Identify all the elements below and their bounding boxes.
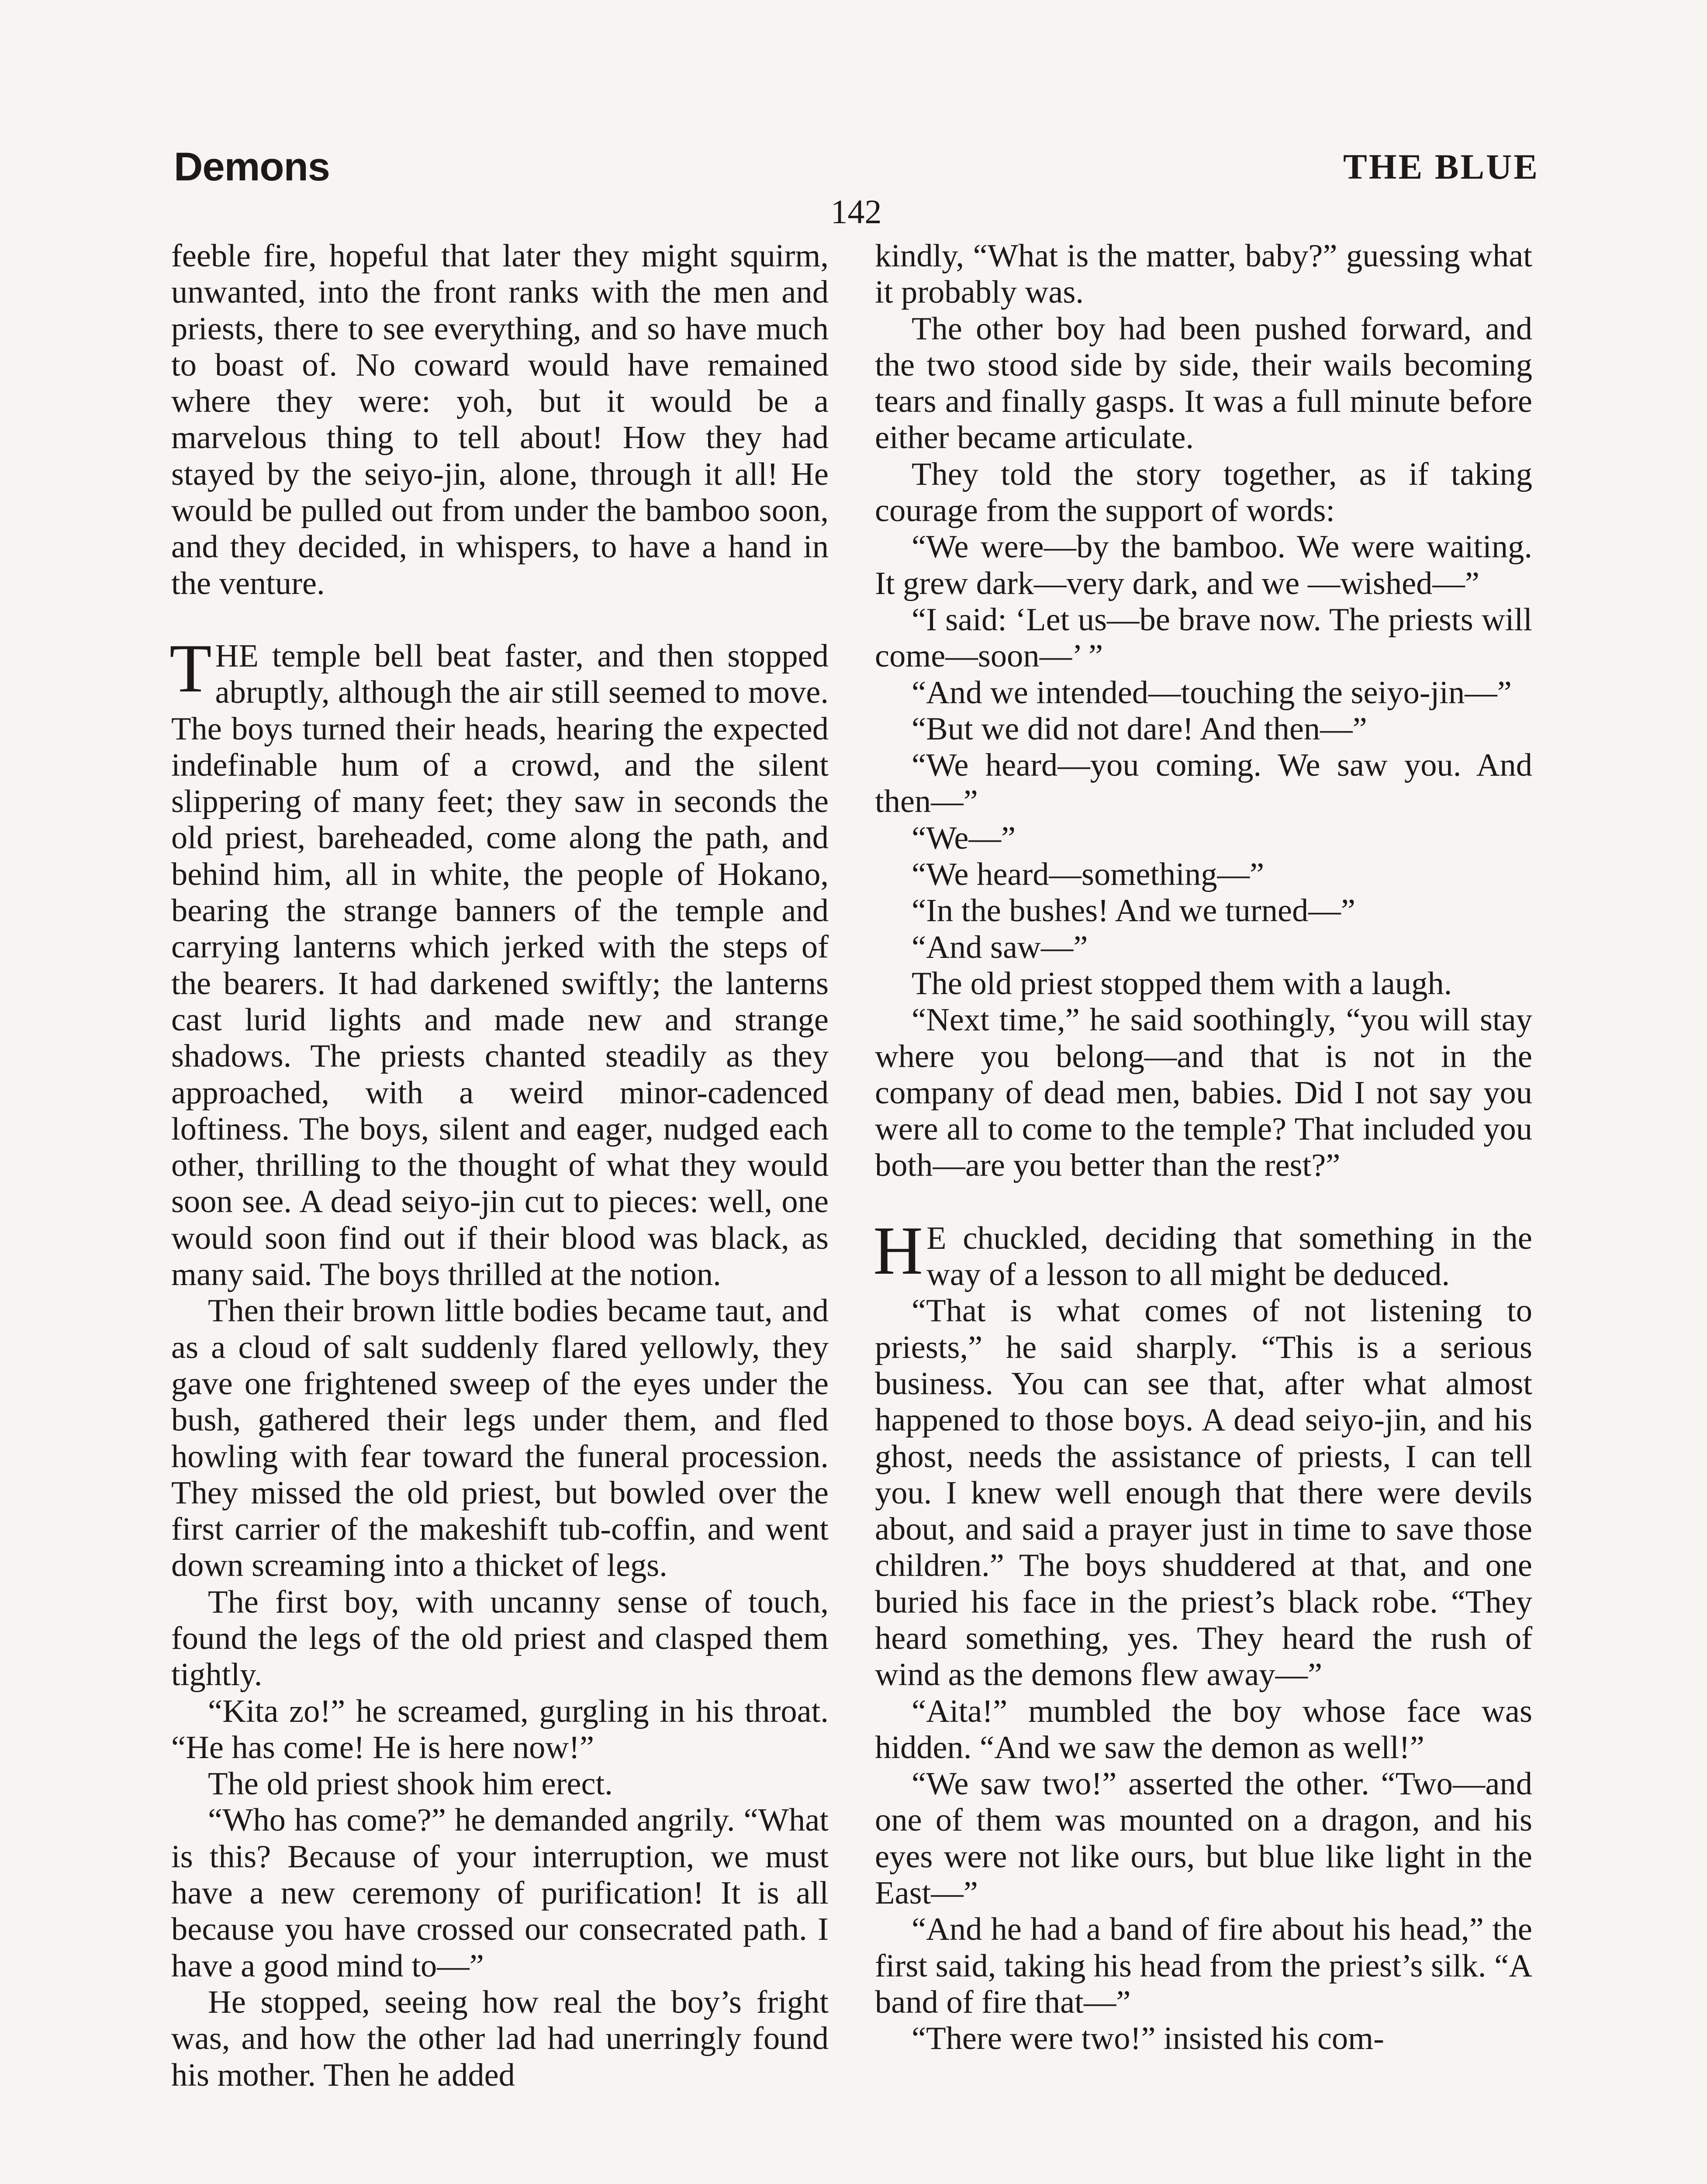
running-head-title: Demons [174, 145, 330, 189]
paragraph: “We—” [912, 820, 1016, 856]
paragraph: “But we did not dare! And then—” [912, 711, 1367, 747]
paragraph: “And he had a band of fire about his head,” the first said, taking his head from the priest’s silk. “A band of fire that—” [875, 1911, 1532, 2020]
paragraph: They told the story together, as if taking courage from the support of words: [875, 456, 1532, 529]
paragraph: He stopped, seeing how real the boy’s fright was, and how the other lad had unerringly found his mother. Then he added [171, 1984, 829, 2093]
paragraph: “Next time,” he said soothingly, “you will stay where you belong—and that is not in the company of dead men, babies. Did I not say you were all to come to the temple? That included you both—are you better than the rest?” [875, 1002, 1532, 1184]
paragraph: The first boy, with uncanny sense of touch, found the legs of the old priest and clasped them tightly. [171, 1584, 829, 1693]
paragraph: kindly, “What is the matter, baby?” guessing what it probably was. [875, 238, 1532, 311]
paragraph: “Aita!” mumbled the boy whose face was hidden. “And we saw the demon as well!” [875, 1693, 1532, 1766]
paragraph: “I said: ‘Let us—be brave now. The priests will come—soon—’ ” [875, 601, 1532, 674]
paragraph: Then their brown little bodies became taut, and as a cloud of salt suddenly flared yellowly, they gave one frightened sweep of the eyes under the bush, gathered their legs under them, and fled howling with fear toward the funeral procession. They missed the old priest, but bowled over the first carrier of the makeshift tub-coffin, and went down screaming into a thicket of legs. [171, 1293, 829, 1584]
paragraph: “We heard—something—” [912, 857, 1265, 893]
drop-cap: T [169, 630, 212, 707]
paragraph: “Who has come?” he demanded angrily. “What is this? Because of your interruption, we must have a new ceremony of purification! It is all because you have crossed our consecrated path. I have a good mind to—” [171, 1802, 829, 1984]
paragraph: The other boy had been pushed forward, and the two stood side by side, their wails becoming tears and finally gasps. It was a full minute before either became articulate. [875, 311, 1532, 456]
paragraph: “There were two!” insisted his com- [912, 2021, 1384, 2057]
paragraph: “We were—by the bamboo. We were waiting. It grew dark—very dark, and we —wished—” [875, 529, 1532, 601]
paragraph: “Kita zo!” he screamed, gurgling in his throat. “He has come! He is here now!” [171, 1693, 829, 1766]
drop-cap: H [873, 1212, 923, 1289]
paragraph: The old priest shook him erect. [208, 1766, 613, 1802]
paragraph: feeble fire, hopeful that later they might squirm, unwanted, into the front ranks with the men and priests, there to see everything, and so have much to boast of. No coward would have remained where they were: yoh, but it would be a marvelous thing to tell about! How they had stayed by the seiyo-jin, alone, through it all! He would be pulled out from under the bamboo soon, and they decided, in whispers, to have a hand in the venture. [171, 238, 829, 601]
paragraph: “We saw two!” asserted the other. “Two—and one of them was mounted on a dragon, and his eyes were not like ours, but blue like light in the East—” [875, 1766, 1532, 1911]
text-column-left [171, 238, 829, 2094]
paragraph: “And saw—” [912, 929, 1088, 965]
paragraph: “In the bushes! And we turned—” [912, 893, 1355, 929]
paragraph: The old priest stopped them with a laugh. [912, 965, 1452, 1002]
page-number: 142 [830, 193, 882, 231]
paragraph: “We heard—you coming. We saw you. And then—” [875, 747, 1532, 820]
paragraph-dropcap: THE temple bell beat faster, and then stopped abruptly, although the air still seemed to move. The boys turned their heads, hearing the expected indefinable hum of a crowd, and the silent slippering of many feet; they saw in seconds the old priest, bareheaded, come along the path, and behind him, all in white, the people of Hokano, bearing the strange banners of the temple and carrying lanterns which jerked with the steps of the bearers. It had darkened swiftly; the lanterns cast lurid lights and made new and strange shadows. The priests chanted steadily as they approached, with a weird minor-cadenced loftiness. The boys, silent and eager, nudged each other, thrilling to the thought of what they would soon see. A dead seiyo-jin cut to pieces: well, one would soon find out if their blood was black, as many said. The boys thrilled at the notion. [169, 630, 829, 1293]
text-column-right [875, 238, 1532, 2057]
section-break [875, 1184, 1532, 1220]
section-break [171, 602, 829, 638]
paragraph: “And we intended—touching the seiyo-jin—” [912, 674, 1512, 711]
running-head-magazine: THE BLUE [1343, 147, 1539, 187]
paragraph-dropcap: H E chuckled, deciding that something in the way of a lesson to all might be deduced. [873, 1212, 1532, 1293]
paragraph: “That is what comes of not listening to priests,” he said sharply. “This is a serious business. You can see that, after what almost happened to those boys. A dead seiyo-jin, and his ghost, needs the assistance of priests, I can tell you. I knew well enough that there were devils about, and said a prayer just in time to save those children.” The boys shuddered at that, and one buried his face in the priest’s black robe. “They heard something, yes. They heard the rush of wind as the demons flew away—” [875, 1293, 1532, 1693]
